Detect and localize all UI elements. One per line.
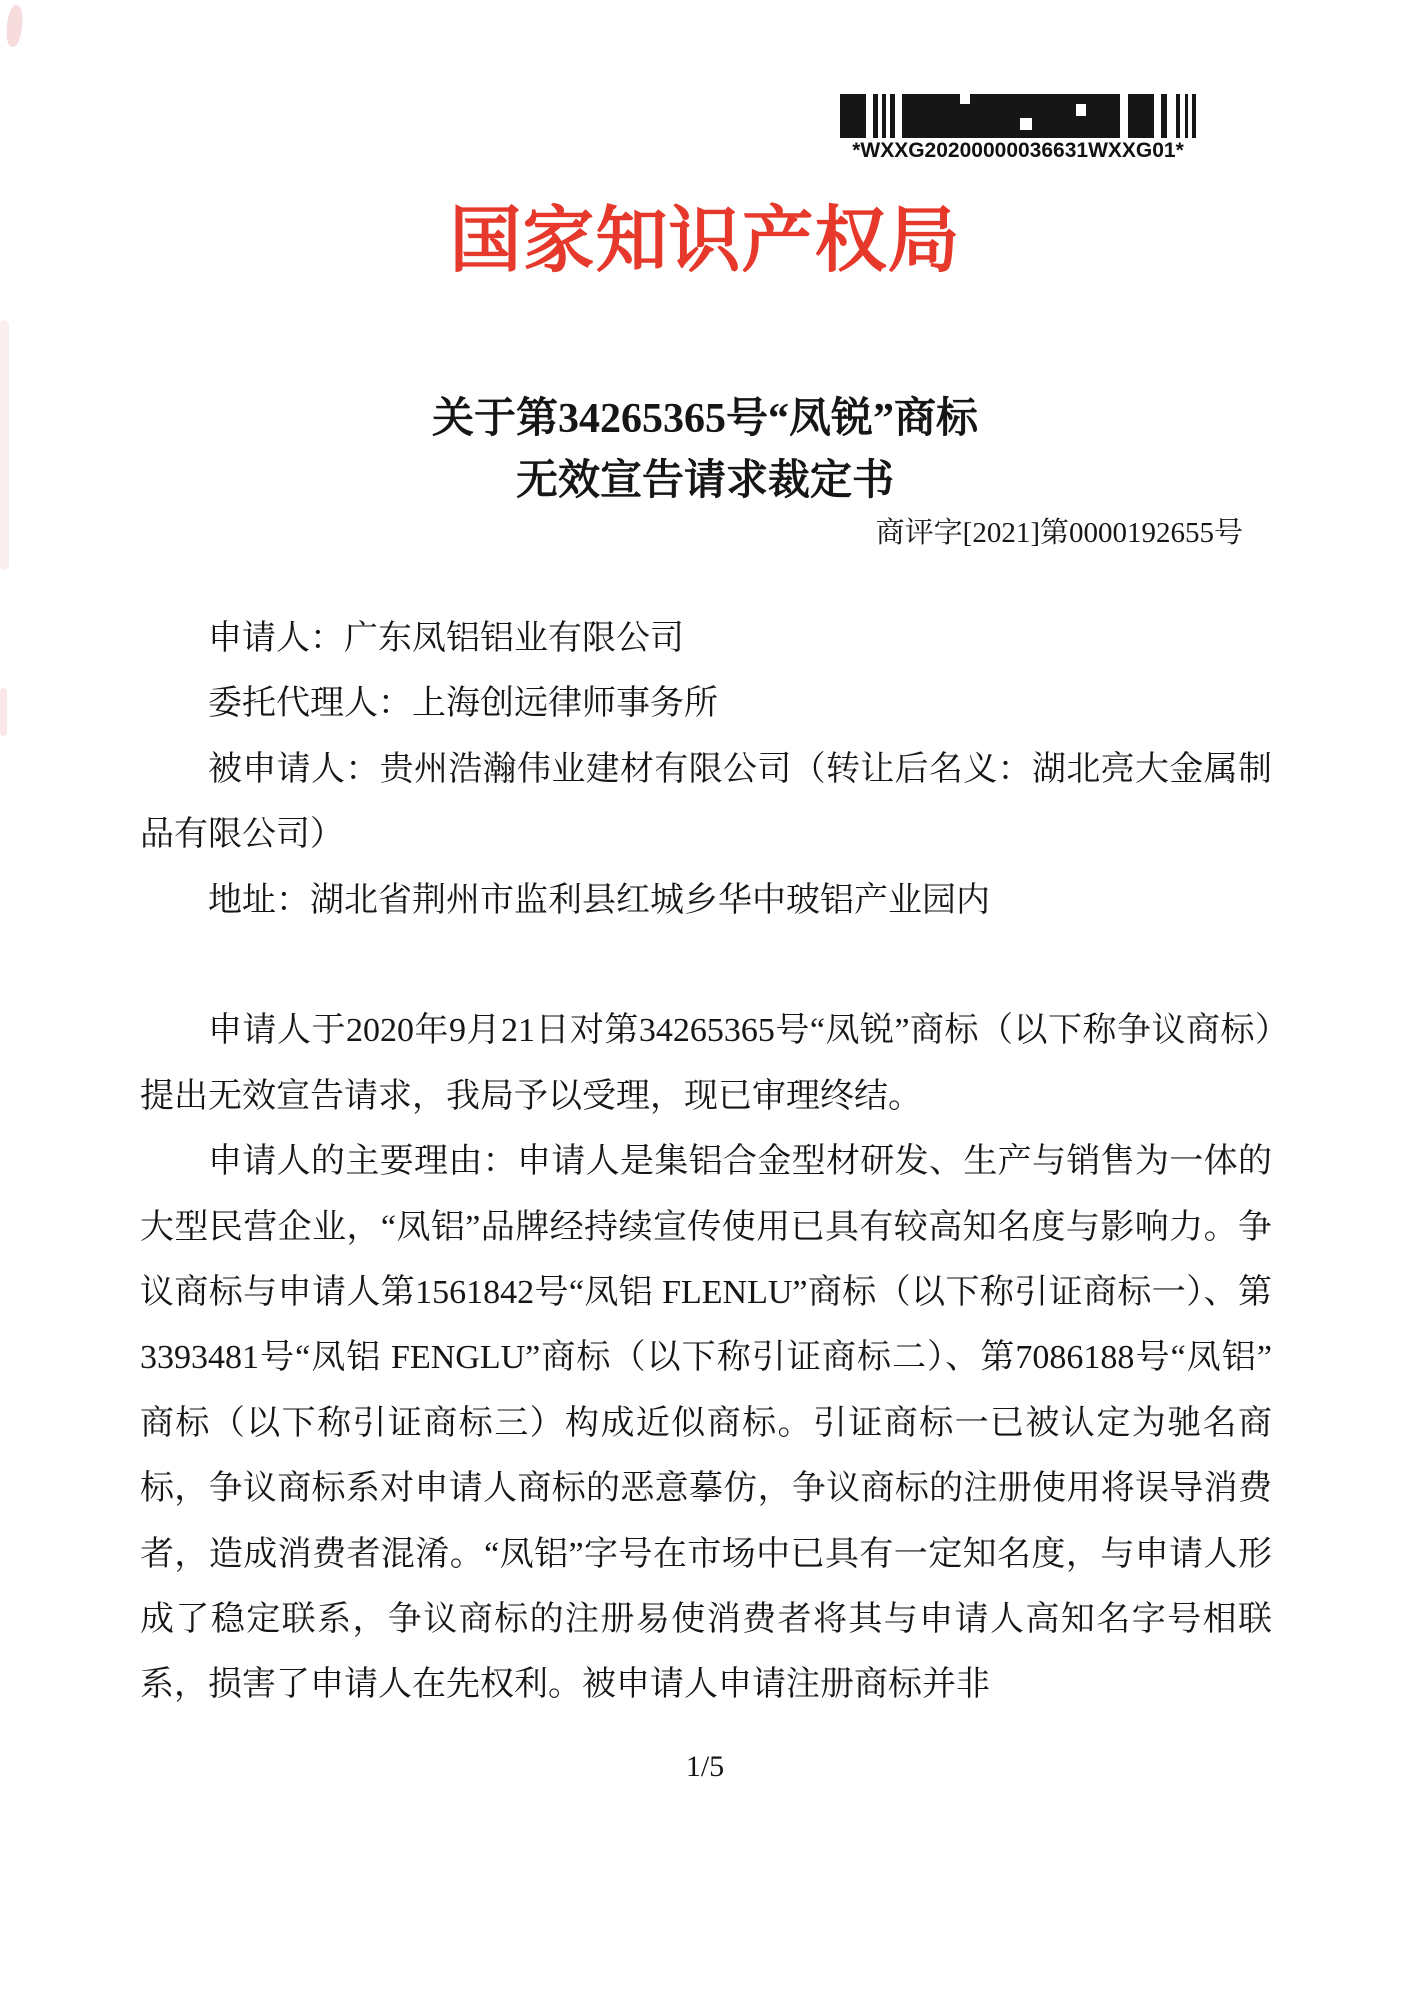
- document-title: [0, 388, 1410, 512]
- document-title-line1: 关于第34265365号“凤锐”商标: [431, 396, 978, 442]
- agency-title: 国家知识产权局: [449, 201, 961, 281]
- scan-artifact: [5, 4, 24, 47]
- scan-artifact: [0, 688, 7, 736]
- body-paragraph: 申请人的主要理由：申请人是集铝合金型材研发、生产与销售为一体的大型民营企业，“凤铝”品牌经持续宣传使用已具有较高知名度与影响力。争议商标与申请人第1561842号“凤铝 FLENLU”商标（以下称引证商标一）、第3393481号“凤铝 FENGLU”商标（以下称引证商标二）、第7086188号“凤铝”商标（以下称引证商标三）构成近似商标。引证商标一已被认定为驰名商标，争议商标系对申请人商标的恶意摹仿，争议商标的注册使用将误导消费者，造成消费者混淆。“凤铝”字号在市场中已具有一定知名度，与申请人形成了稳定联系，争议商标的注册易使消费者将其与申请人高知名字号相联系，损害了申请人在先权利。被申请人申请注册商标并非: [140, 1143, 1272, 1704]
- party-line-respondent: 被申请人：贵州浩瀚伟业建材有限公司（转让后名义：湖北亮大金属制品有限公司）: [140, 750, 1272, 854]
- document-title-line2: 无效宣告请求裁定书: [515, 458, 894, 504]
- body-paragraph: 申请人于2020年9月21日对第34265365号“凤锐”商标（以下称争议商标）提出无效宣告请求，我局予以受理，现已审理终结。: [140, 1012, 1272, 1115]
- barcode-label: *WXXG20200000036631WXXG01*: [852, 139, 1184, 162]
- barcode: [840, 94, 1196, 163]
- document-body: [140, 606, 1272, 1718]
- party-line-address: 地址：湖北省荆州市监利县红城乡华中玻铝产业园内: [208, 881, 990, 919]
- barcode-image: [840, 94, 1196, 138]
- party-line-applicant: 申请人：广东凤铝铝业有限公司: [208, 620, 684, 657]
- reference-number: 商评字[2021]第0000192655号: [875, 517, 1243, 549]
- page-number: 1/5: [685, 1750, 725, 1783]
- party-line-agent: 委托代理人：上海创远律师事务所: [208, 685, 718, 723]
